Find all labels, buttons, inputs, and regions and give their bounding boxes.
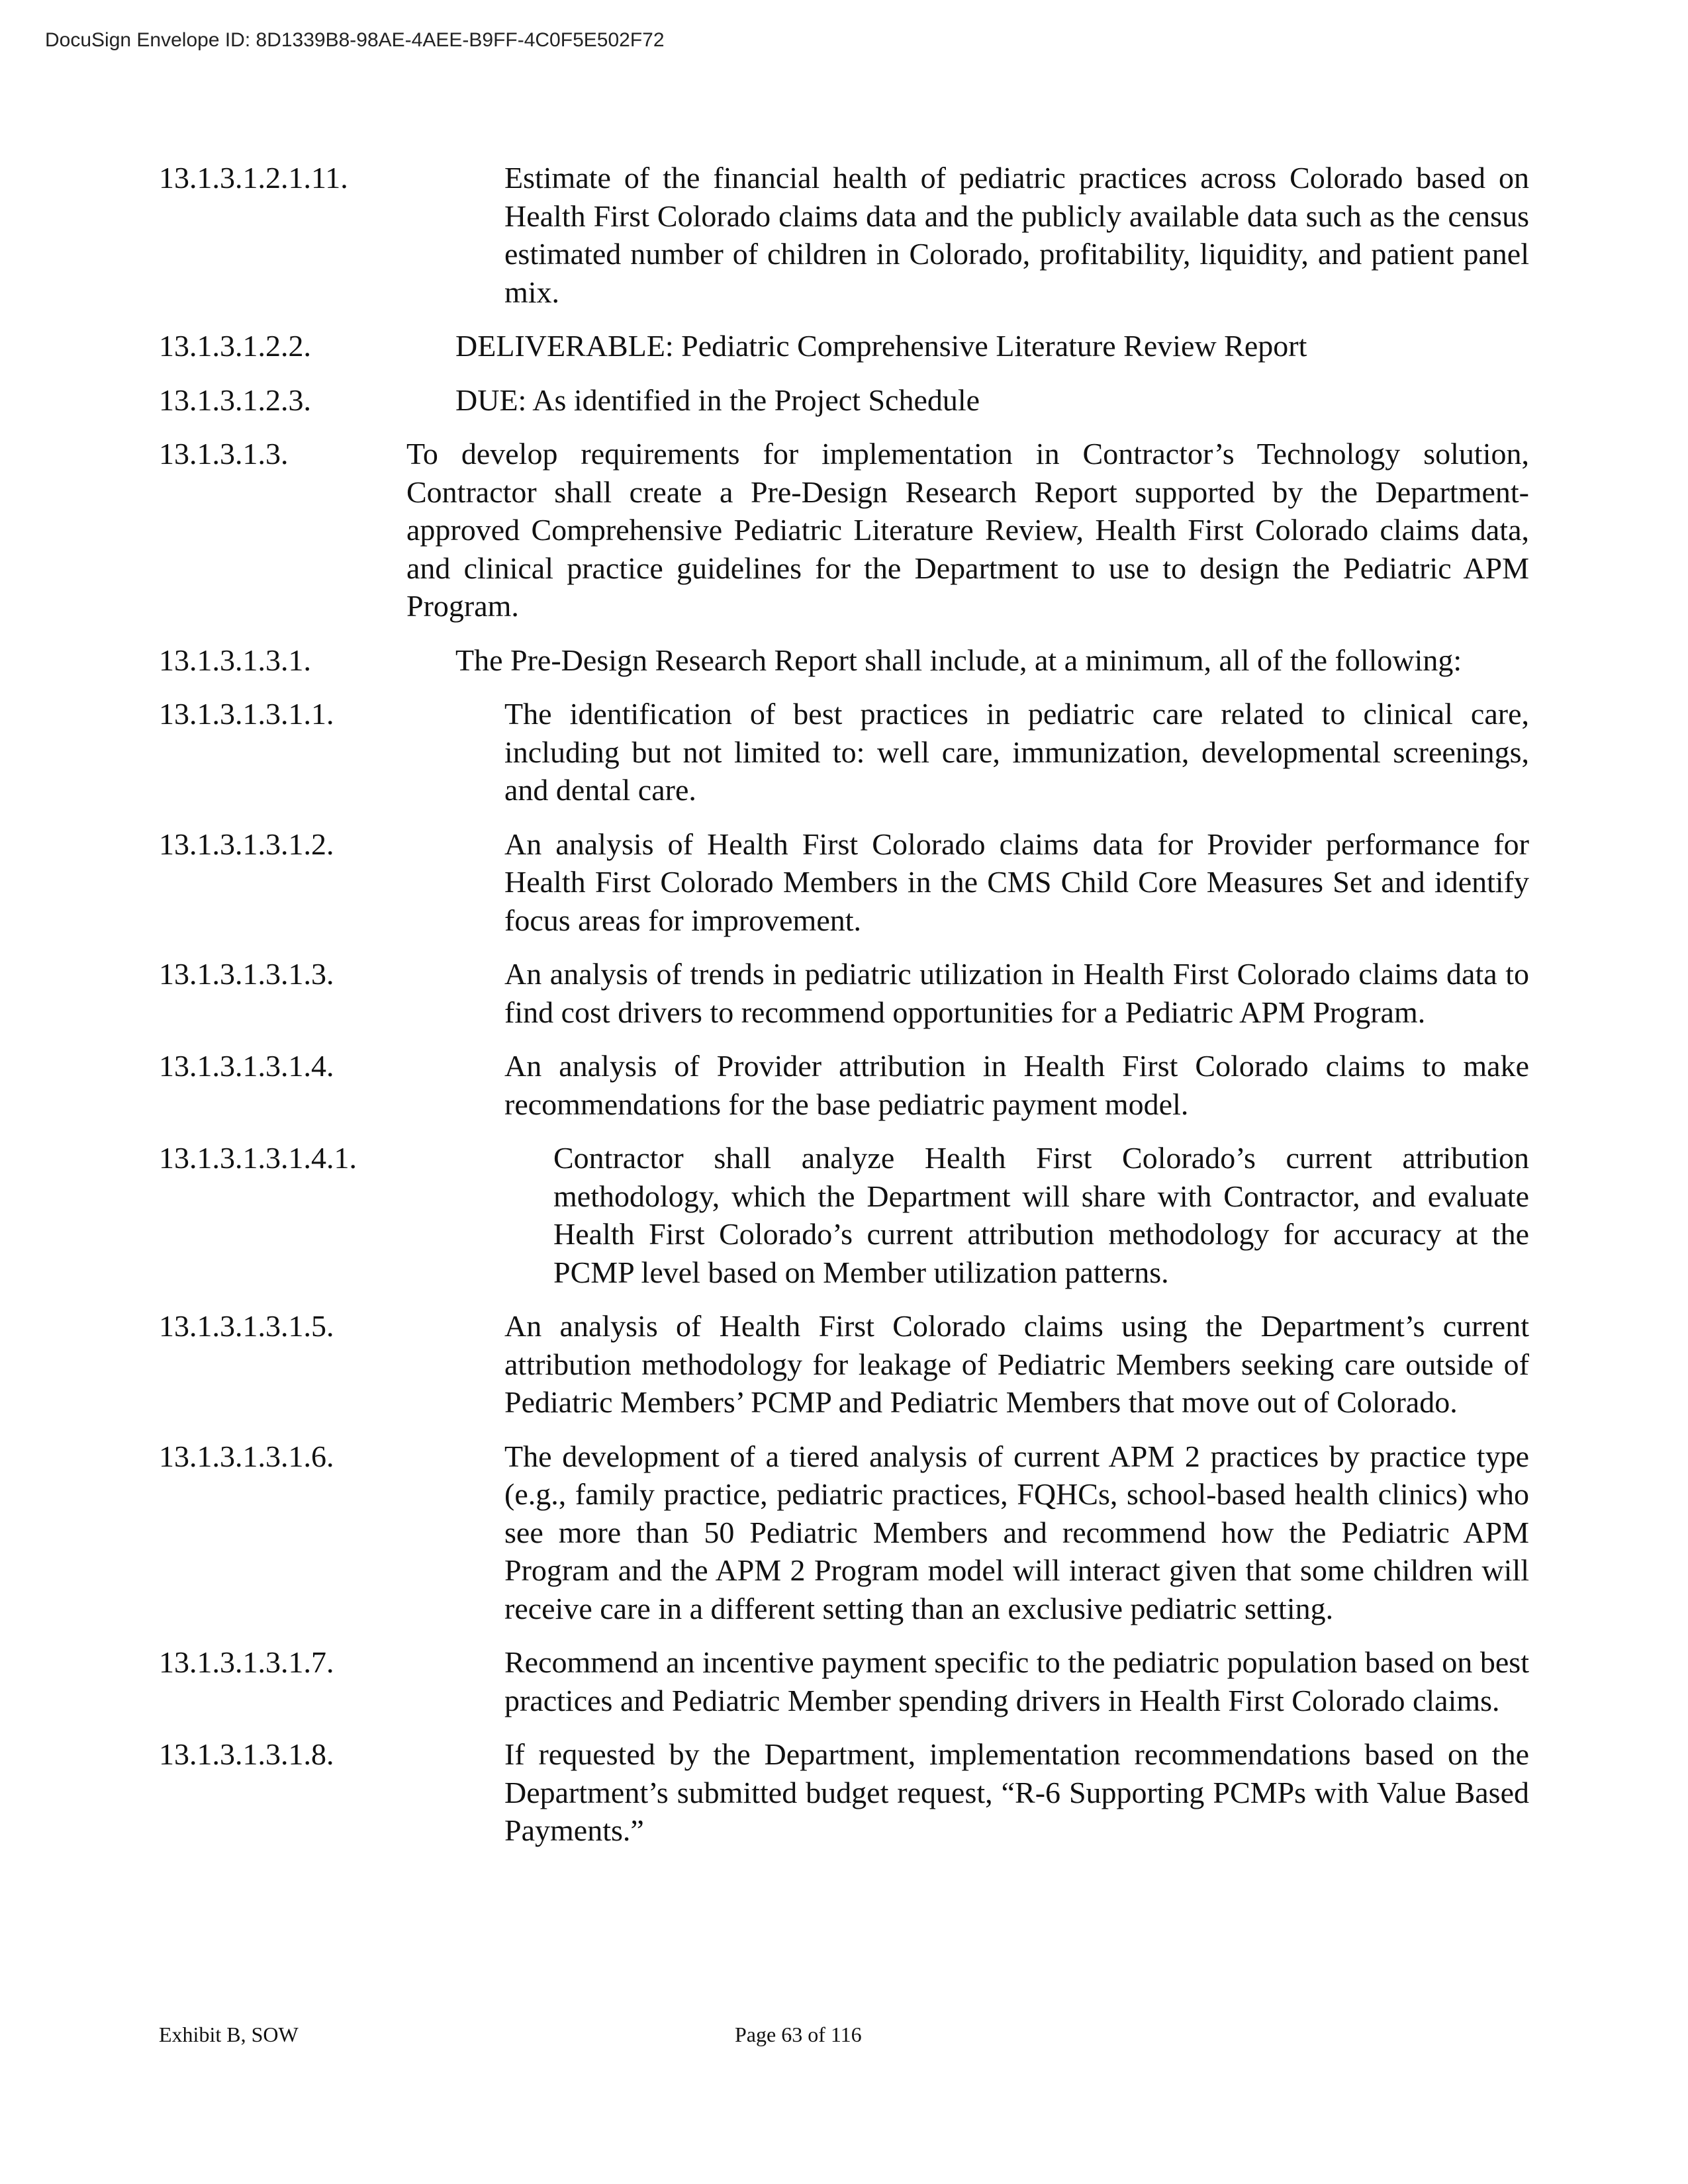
clause-number: 13.1.3.1.3.1.7. bbox=[159, 1645, 334, 1679]
clause-text: An analysis of trends in pediatric utilization in Health First Colorado claims data to find cost drivers to recommend opportunities for a Pediatric APM Program. bbox=[504, 957, 1529, 1029]
clause-text: The identification of best practices in pediatric care related to clinical care, including but not limited to: well care, immunization, developmental screenings, and dental care. bbox=[504, 697, 1529, 807]
clause-text: An analysis of Provider attribution in Health First Colorado claims to make recommendations for the base pediatric payment model. bbox=[504, 1049, 1529, 1121]
clause-text: To develop requirements for implementation in Contractor’s Technology solution, Contractor shall create a Pre-Design Research Report supported by the Department-approved Comprehensive Pediatric Literature Review, Health First Colorado claims data, and clinical practice guidelines for the Department to use to design the Pediatric APM Program. bbox=[406, 437, 1529, 623]
clause-text: Contractor shall analyze Health First Colorado’s current attribution methodology, which the Department will share with Contractor, and evaluate Health First Colorado’s current attribution methodology for accuracy at the PCMP level based on Member utilization patterns. bbox=[553, 1141, 1529, 1289]
clause bbox=[159, 1307, 1529, 1422]
clause-number: 13.1.3.1.3.1.1. bbox=[159, 697, 334, 731]
clause bbox=[159, 1139, 1529, 1291]
clause bbox=[159, 955, 1529, 1031]
clause-text: DELIVERABLE: Pediatric Comprehensive Literature Review Report bbox=[455, 329, 1307, 363]
clause bbox=[159, 327, 1529, 365]
clause-number: 13.1.3.1.3.1.6. bbox=[159, 1439, 334, 1473]
clause-text: Recommend an incentive payment specific to the pediatric population based on best practices and Pediatric Member spending drivers in Health First Colorado claims. bbox=[504, 1645, 1529, 1717]
clause-number: 13.1.3.1.3. bbox=[159, 437, 289, 471]
clause bbox=[159, 825, 1529, 940]
clause-number: 13.1.3.1.3.1.8. bbox=[159, 1737, 334, 1771]
footer-page-number: Page 63 of 116 bbox=[735, 2023, 862, 2046]
clause-text: The Pre-Design Research Report shall include, at a minimum, all of the following: bbox=[455, 643, 1462, 677]
clause bbox=[159, 641, 1529, 680]
footer-exhibit-label: Exhibit B, SOW bbox=[159, 2023, 299, 2046]
clause bbox=[159, 435, 1529, 625]
clause bbox=[159, 695, 1529, 809]
clause-number: 13.1.3.1.3.1.2. bbox=[159, 827, 334, 861]
clause-number: 13.1.3.1.2.2. bbox=[159, 329, 311, 363]
clause-text: Estimate of the financial health of pediatric practices across Colorado based on Health First Colorado claims data and the publicly available data such as the census estimated number of children in Colorado, profitability, liquidity, and patient panel mix. bbox=[504, 161, 1529, 309]
clause-number: 13.1.3.1.3.1.5. bbox=[159, 1309, 334, 1343]
clause-number: 13.1.3.1.2.3. bbox=[159, 383, 311, 417]
clause-number: 13.1.3.1.3.1. bbox=[159, 643, 311, 677]
clause-text: The development of a tiered analysis of current APM 2 practices by practice type (e.g., family practice, pediatric practices, FQHCs, school-based health clinics) who see more than 50 Pediatric Members and recommend how the Pediatric APM Program and the APM 2 Program model will interact given that some children will receive care in a different setting than an exclusive pediatric setting. bbox=[504, 1439, 1529, 1625]
clause-number: 13.1.3.1.3.1.3. bbox=[159, 957, 334, 991]
clause bbox=[159, 1047, 1529, 1123]
clause-number: 13.1.3.1.2.1.11. bbox=[159, 161, 348, 195]
clause bbox=[159, 1735, 1529, 1850]
clause-text: An analysis of Health First Colorado claims data for Provider performance for Health First Colorado Members in the CMS Child Core Measures Set and identify focus areas for improvement. bbox=[504, 827, 1529, 937]
clause-text: An analysis of Health First Colorado claims using the Department’s current attribution methodology for leakage of Pediatric Members seeking care outside of Pediatric Members’ PCMP and Pediatric Members that move out of Colorado. bbox=[504, 1309, 1529, 1419]
clause-number: 13.1.3.1.3.1.4.1. bbox=[159, 1141, 357, 1175]
clause-text: If requested by the Department, implementation recommendations based on the Department’s submitted budget request, “R-6 Supporting PCMPs with Value Based Payments.” bbox=[504, 1737, 1529, 1847]
sow-sections bbox=[159, 159, 1529, 1866]
clause bbox=[159, 1643, 1529, 1719]
clause bbox=[159, 1437, 1529, 1628]
clause bbox=[159, 159, 1529, 311]
envelope-id: DocuSign Envelope ID: 8D1339B8-98AE-4AEE-B9FF-4C0F5E502F72 bbox=[45, 29, 665, 51]
clause-text: DUE: As identified in the Project Schedule bbox=[455, 383, 980, 417]
clause-number: 13.1.3.1.3.1.4. bbox=[159, 1049, 334, 1083]
clause bbox=[159, 381, 1529, 420]
